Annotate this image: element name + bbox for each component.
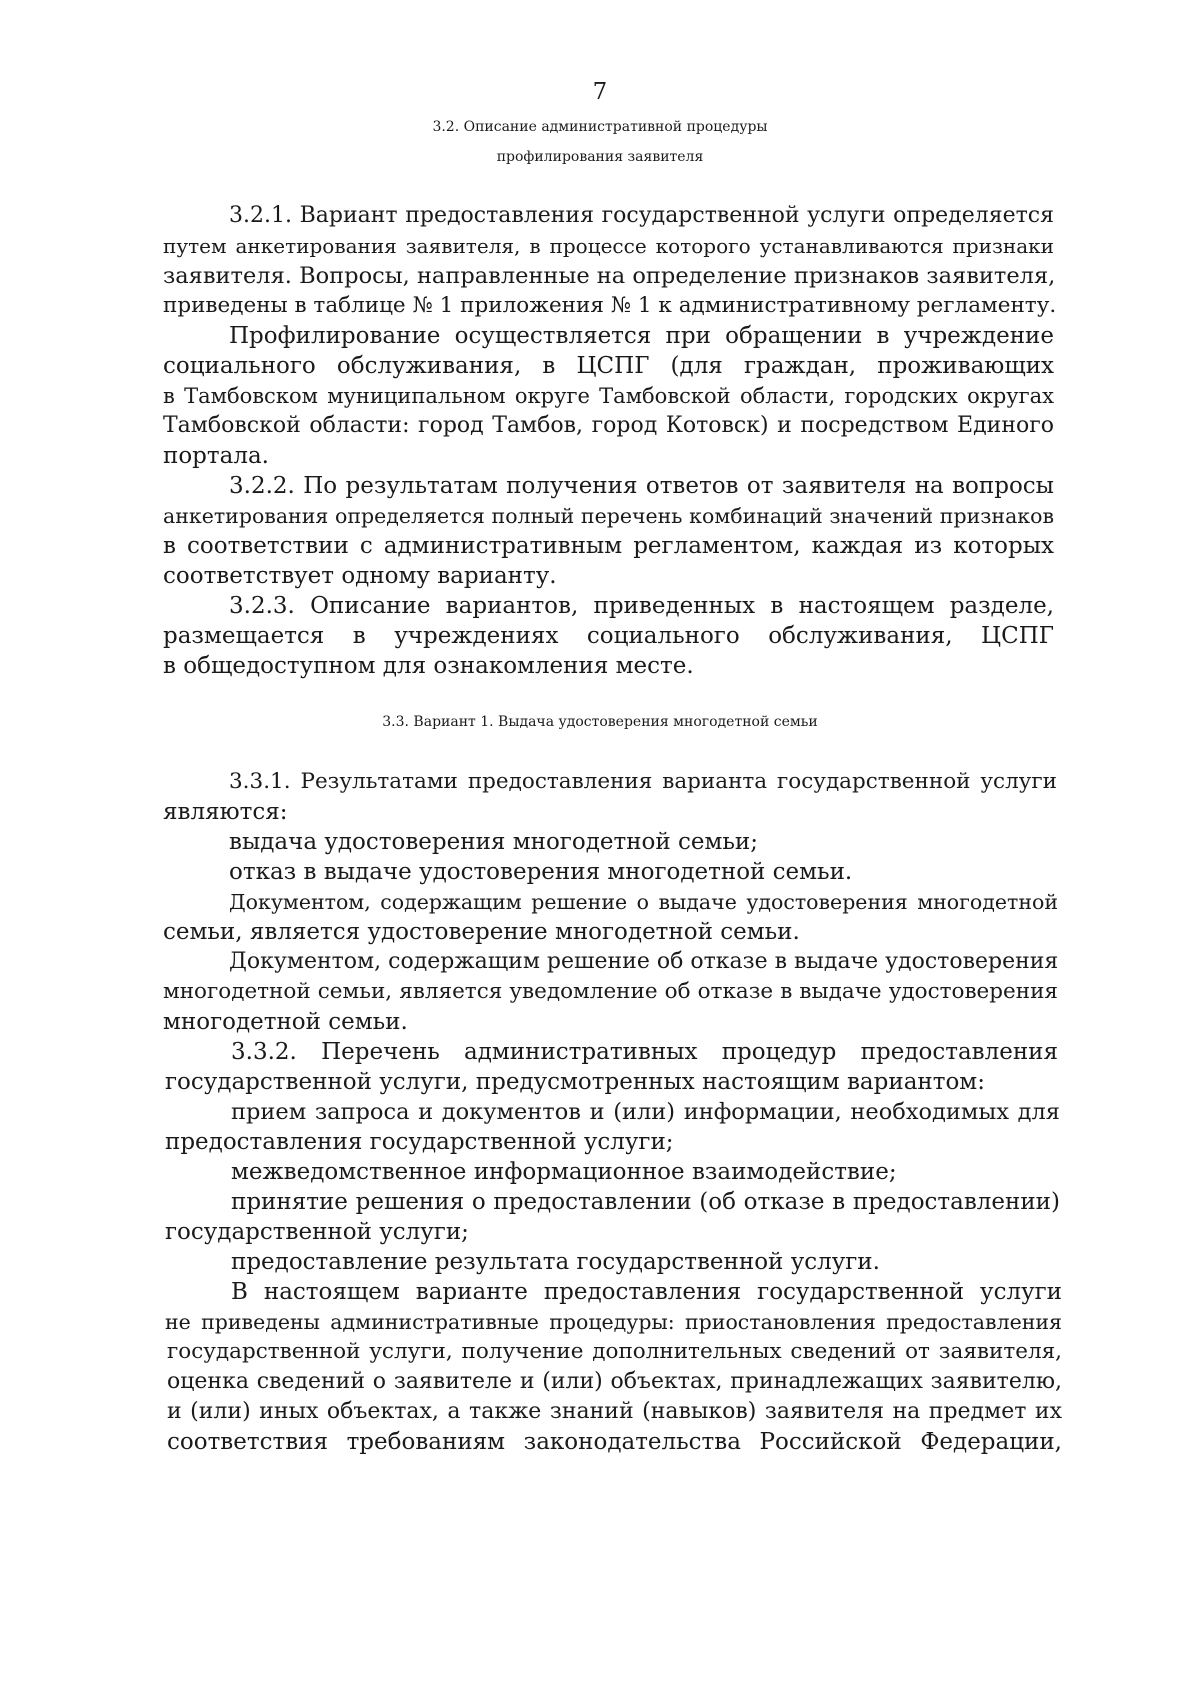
text-line: 3.2.2. По результатам получения ответов от заявителя на вопросы	[229, 473, 1054, 499]
text-line: путем анкетирования заявителя, в процессе которого устанавливаются признаки	[163, 234, 1054, 258]
text-line: оценка сведений о заявителе и (или) объектах, принадлежащих заявителю,	[167, 1369, 1062, 1394]
text-line: Документом, содержащим решение об отказе в выдаче удостоверения	[229, 949, 1059, 974]
text-line: многодетной семьи.	[163, 1009, 408, 1035]
list-item: предоставления государственной услуги;	[165, 1129, 674, 1155]
list-item: выдача удостоверения многодетной семьи;	[229, 829, 758, 855]
text-line: многодетной семьи, является уведомление об отказе в выдаче удостоверения	[163, 979, 1058, 1004]
list-item: межведомственное информационное взаимодействие;	[231, 1159, 897, 1185]
text-line: приведены в таблице № 1 приложения № 1 к административному регламенту.	[163, 293, 1057, 318]
list-item: принятие решения о предоставлении (об отказе в предоставлении)	[231, 1189, 1060, 1215]
list-item: государственной услуги;	[165, 1219, 469, 1245]
text-line: соответствует одному варианту.	[163, 563, 557, 589]
text-line: соответствия требованиям законодательства Российской Федерации,	[167, 1429, 1062, 1455]
text-line: Документом, содержащим решение о выдаче удостоверения многодетной	[229, 890, 1058, 914]
text-line: Тамбовской области: город Тамбов, город Котовск) и посредством Единого	[163, 413, 1054, 438]
text-line: 3.2.3. Описание вариантов, приведенных в настоящем разделе,	[229, 593, 1054, 619]
text-line: 3.3.1. Результатами предоставления варианта государственной услуги	[229, 769, 1057, 794]
text-line: Профилирование осуществляется при обращении в учреждение	[229, 323, 1054, 349]
text-line: являются:	[163, 799, 288, 825]
text-line: в общедоступном для ознакомления месте.	[163, 653, 694, 679]
text-line: государственной услуги, предусмотренных настоящим вариантом:	[165, 1069, 985, 1095]
text-line: В настоящем варианте предоставления государственной услуги	[231, 1279, 1062, 1305]
text-line: социального обслуживания, в ЦСПГ (для граждан, проживающих	[163, 353, 1054, 379]
text-line: портала.	[163, 443, 269, 469]
text-line: семьи, является удостоверение многодетной семьи.	[163, 919, 800, 945]
text-line: 3.3.2. Перечень административных процедур предоставления	[231, 1039, 1058, 1065]
section-title-line: профилирования заявителя	[496, 149, 704, 165]
section-title-line: 3.2. Описание административной процедуры	[432, 119, 768, 135]
text-line: и (или) иных объектах, а также знаний (навыков) заявителя на предмет их	[167, 1399, 1062, 1424]
section-3-3-title: 3.3. Вариант 1. Выдача удостоверения многодетной семьи	[382, 714, 818, 730]
text-line: не приведены административные процедуры: приостановления предоставления	[165, 1310, 1062, 1334]
text-line: заявителя. Вопросы, направленные на определение признаков заявителя,	[163, 263, 1056, 289]
list-item: прием запроса и документов и (или) информации, необходимых для	[231, 1099, 1060, 1125]
text-line: в Тамбовском муниципальном округе Тамбовской области, городских округах	[163, 384, 1054, 408]
page-number: 7	[592, 79, 608, 105]
text-line: размещается в учреждениях социального обслуживания, ЦСПГ	[163, 623, 1054, 649]
text-line: 3.2.1. Вариант предоставления государственной услуги определяется	[229, 203, 1054, 228]
list-item: отказ в выдаче удостоверения многодетной семьи.	[229, 859, 853, 885]
text-line: анкетирования определяется полный перечень комбинаций значений признаков	[163, 504, 1054, 528]
text-line: государственной услуги, получение дополнительных сведений от заявителя,	[167, 1339, 1062, 1364]
text-line: в соответствии с административным регламентом, каждая из которых	[163, 533, 1054, 559]
list-item: предоставление результата государственной услуги.	[231, 1249, 880, 1275]
